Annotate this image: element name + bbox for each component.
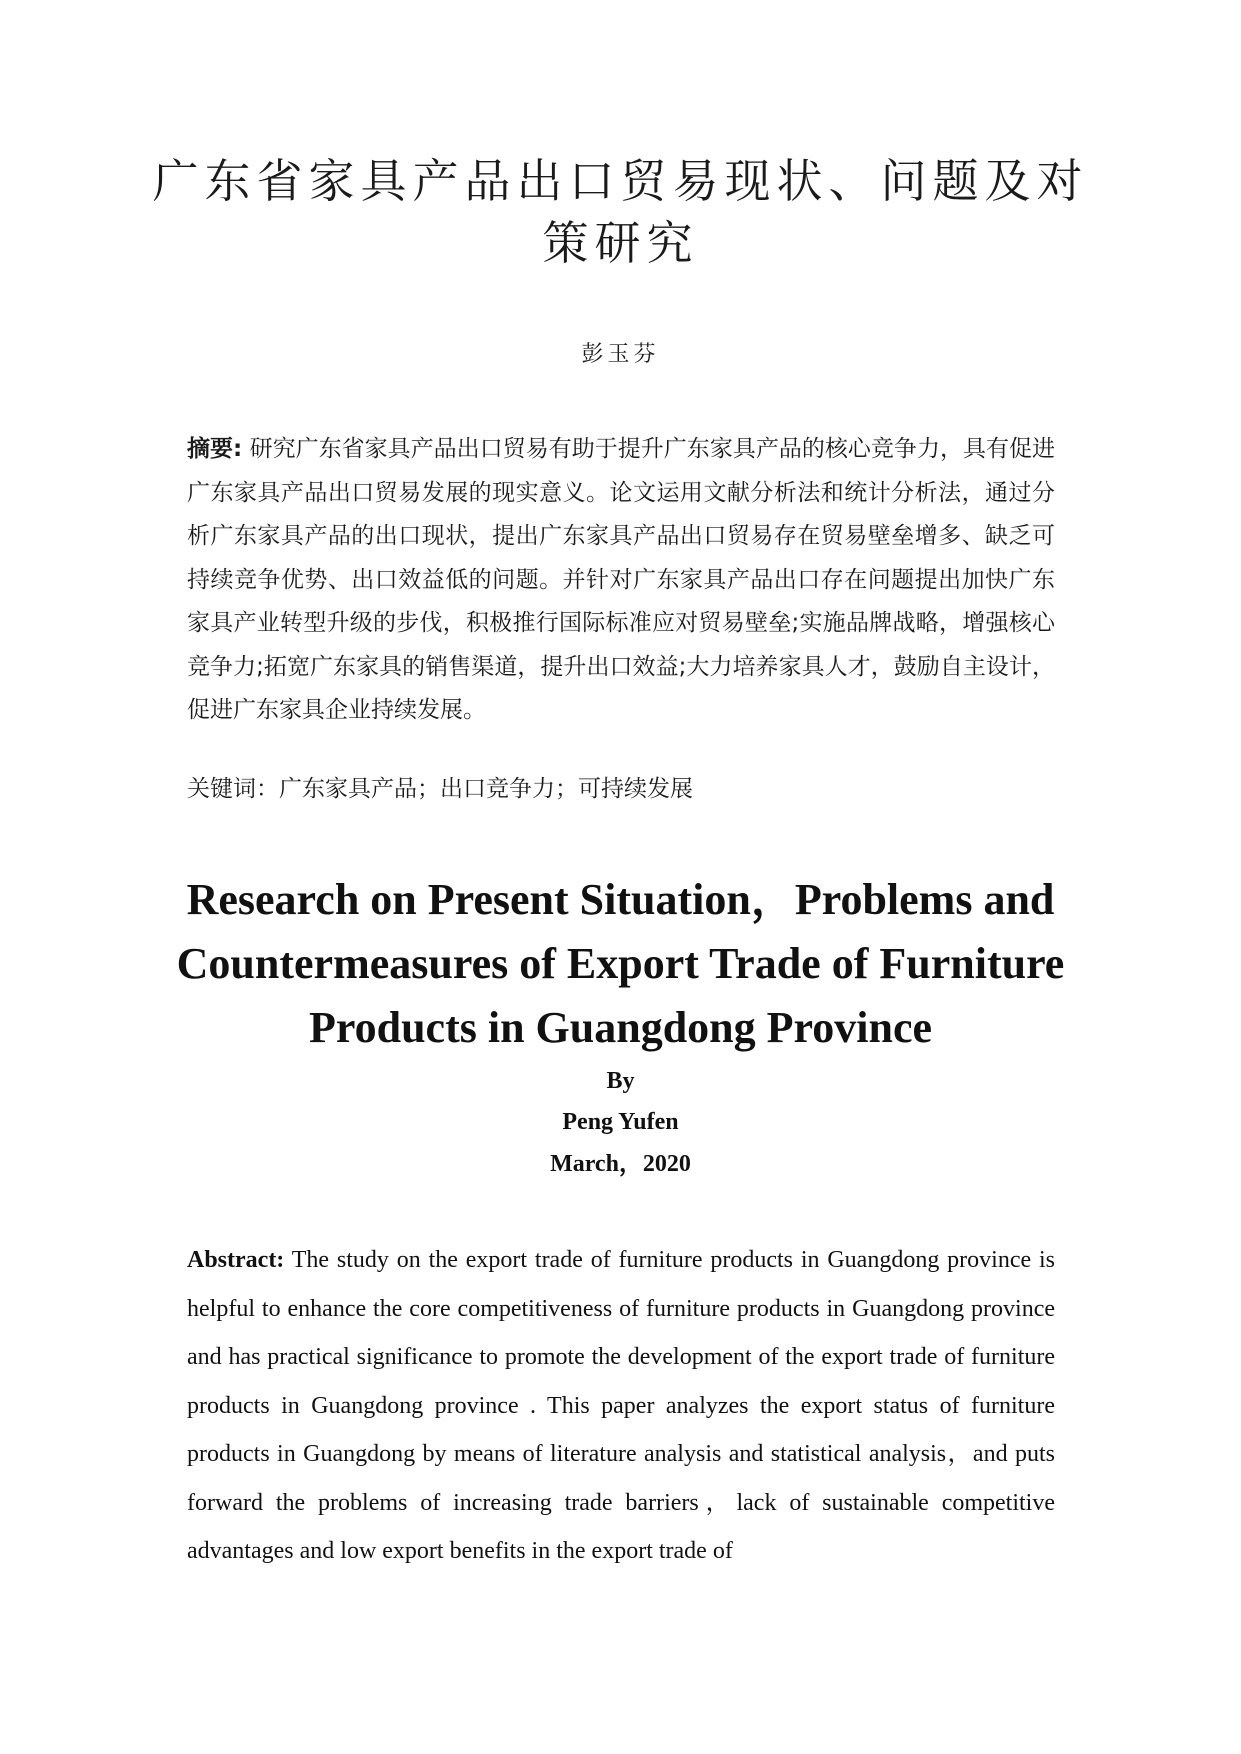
english-author: Peng Yufen <box>562 1109 679 1135</box>
chinese-keywords-label: 关键词： <box>187 776 279 802</box>
chinese-author: 彭玉芬 <box>581 342 660 367</box>
chinese-title: 广东省家具产品出口贸易现状、问题及对策研究 <box>152 154 1089 270</box>
english-title: Research on Present Situation，Problems and Countermeasures of Export Trade of Furniture Products in Guangdong Province <box>176 875 1065 1052</box>
chinese-abstract <box>187 428 1055 733</box>
english-abstract <box>187 1236 1055 1576</box>
english-abstract-text: The study on the export trade of furniture products in Guangdong province is helpful to enhance the core competitiveness of furniture products in Guangdong province and has practical significance to promote the development of the export trade of furniture products in Guangdong province . This paper analyzes the export status of furniture products in Guangdong by means of literature analysis and statistical analysis，and puts forward the problems of increasing trade barriers，lack of sustainable competitive advantages and low export benefits in the export trade of <box>187 1247 1055 1564</box>
english-by-line: By <box>606 1068 635 1094</box>
chinese-abstract-label: 摘要: <box>187 436 243 462</box>
chinese-keywords-text: 广东家具产品；出口竞争力；可持续发展 <box>279 776 693 802</box>
english-date: March，2020 <box>550 1151 691 1177</box>
english-abstract-label: Abstract: <box>187 1247 285 1273</box>
chinese-abstract-text: 研究广东省家具产品出口贸易有助于提升广东家具产品的核心竞争力，具有促进广东家具产品出口贸易发展的现实意义。论文运用文献分析法和统计分析法，通过分析广东家具产品的出口现状，提出广东家具产品出口贸易存在贸易壁垒增多、缺乏可持续竞争优势、出口效益低的问题。并针对广东家具产品出口存在问题提出加快广东家具产业转型升级的步伐，积极推行国际标准应对贸易壁垒;实施品牌战略，增强核心竞争力;拓宽广东家具的销售渠道，提升出口效益;大力培养家具人才，鼓励自主设计，促进广东家具企业持续发展。 <box>187 436 1056 723</box>
chinese-keywords <box>187 768 1055 811</box>
